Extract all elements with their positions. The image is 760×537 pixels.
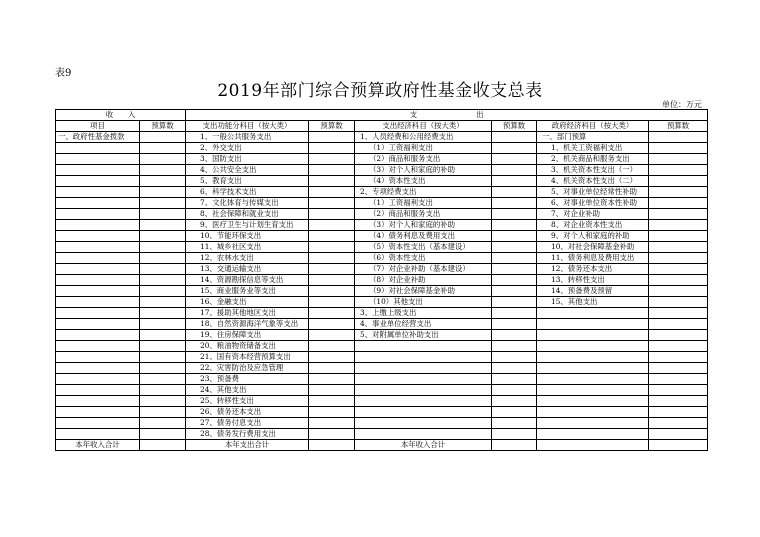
function-item-cell: 27、债务付息支出 [186,418,309,429]
gov-budget-cell [649,352,708,363]
economic-budget-cell [492,165,537,176]
gov-item-cell: 8、对企业资本性支出 [537,220,649,231]
function-item-cell: 9、医疗卫生与计划生育支出 [186,220,309,231]
gov-budget-cell [649,143,708,154]
function-item-cell: 3、国防支出 [186,154,309,165]
table-row [56,341,708,352]
income-item-cell [56,429,140,440]
economic-item-cell: （7）对企业补助（基本建设） [355,264,492,275]
economic-budget-cell [492,319,537,330]
gov-item-cell: 9、对个人和家庭的补助 [537,231,649,242]
economic-item-cell: （5）资本性支出（基本建设） [355,242,492,253]
total-gov-value [649,440,708,451]
group-expense-header: 支 出 [186,110,708,121]
table-row [56,407,708,418]
income-item-cell [56,385,140,396]
function-item-cell: 22、灾害防治及应急管理 [186,363,309,374]
income-item-cell [56,154,140,165]
col-header-budget: 预算数 [140,121,186,132]
function-item-cell: 2、外交支出 [186,143,309,154]
gov-item-cell [537,363,649,374]
total-income-label: 本年收入合计 [56,440,140,451]
gov-budget-cell [649,198,708,209]
gov-budget-cell [649,418,708,429]
economic-item-cell: （9）对社会保障基金补助 [355,286,492,297]
function-budget-cell [309,165,355,176]
col-header-function: 支出功能分科目（按大类） [186,121,309,132]
function-budget-cell [309,319,355,330]
economic-item-cell: （8）对企业补助 [355,275,492,286]
function-item-cell: 6、科学技术支出 [186,187,309,198]
function-budget-cell [309,363,355,374]
income-budget-cell [140,209,186,220]
income-budget-cell [140,264,186,275]
economic-budget-cell [492,407,537,418]
gov-item-cell: 5、对事业单位经常性补助 [537,187,649,198]
function-budget-cell [309,176,355,187]
income-budget-cell [140,143,186,154]
gov-budget-cell [649,308,708,319]
economic-budget-cell [492,429,537,440]
function-budget-cell [309,275,355,286]
gov-budget-cell [649,242,708,253]
function-budget-cell [309,220,355,231]
function-item-cell: 17、援助其他地区支出 [186,308,309,319]
gov-budget-cell [649,264,708,275]
table-row [56,220,708,231]
income-item-cell [56,352,140,363]
column-header-row [56,121,708,132]
table-row [56,242,708,253]
income-item-cell [56,198,140,209]
income-budget-cell [140,319,186,330]
income-item-cell [56,231,140,242]
economic-budget-cell [492,220,537,231]
gov-item-cell [537,407,649,418]
function-item-cell: 4、公共安全支出 [186,165,309,176]
economic-budget-cell [492,363,537,374]
economic-item-cell [355,385,492,396]
col-header-budget: 预算数 [649,121,708,132]
economic-budget-cell [492,286,537,297]
economic-item-cell: （1）工资福利支出 [355,143,492,154]
table-row [56,352,708,363]
income-item-cell [56,220,140,231]
function-budget-cell [309,352,355,363]
economic-budget-cell [492,341,537,352]
function-item-cell: 20、粮油物资储备支出 [186,341,309,352]
gov-item-cell [537,352,649,363]
income-budget-cell [140,231,186,242]
income-item-cell [56,297,140,308]
economic-item-cell [355,407,492,418]
income-item-cell [56,418,140,429]
economic-budget-cell [492,231,537,242]
table-row [56,132,708,143]
table-row [56,143,708,154]
economic-item-cell [355,396,492,407]
gov-budget-cell [649,132,708,143]
function-budget-cell [309,374,355,385]
total-economic-label: 本年收入合计 [355,440,492,451]
gov-item-cell: 13、转移性支出 [537,275,649,286]
income-budget-cell [140,429,186,440]
total-function-label: 本年支出合计 [186,440,309,451]
col-header-budget: 预算数 [492,121,537,132]
economic-item-cell: （3）对个人和家庭的补助 [355,220,492,231]
income-item-cell [56,396,140,407]
economic-item-cell: （4）资本性支出 [355,176,492,187]
gov-budget-cell [649,396,708,407]
income-budget-cell [140,341,186,352]
income-item-cell [56,176,140,187]
table-row [56,275,708,286]
income-budget-cell [140,242,186,253]
function-item-cell: 23、预备费 [186,374,309,385]
gov-budget-cell [649,341,708,352]
income-budget-cell [140,385,186,396]
income-budget-cell [140,330,186,341]
gov-item-cell [537,330,649,341]
function-budget-cell [309,286,355,297]
income-item-cell [56,264,140,275]
function-budget-cell [309,308,355,319]
col-header-economic: 支出经济科目（按大类） [355,121,492,132]
table-row [56,209,708,220]
income-budget-cell [140,132,186,143]
table-row [56,264,708,275]
gov-budget-cell [649,330,708,341]
gov-budget-cell [649,165,708,176]
economic-budget-cell [492,176,537,187]
economic-item-cell [355,352,492,363]
gov-item-cell: 一、部门预算 [537,132,649,143]
gov-item-cell: 11、债务利息及费用支出 [537,253,649,264]
gov-budget-cell [649,154,708,165]
gov-budget-cell [649,286,708,297]
function-budget-cell [309,253,355,264]
function-item-cell: 14、资源勘探信息等支出 [186,275,309,286]
gov-item-cell [537,385,649,396]
economic-item-cell: （4）债务利息及费用支出 [355,231,492,242]
economic-budget-cell [492,418,537,429]
gov-item-cell: 2、机关商品和服务支出 [537,154,649,165]
income-budget-cell [140,374,186,385]
economic-budget-cell [492,385,537,396]
economic-budget-cell [492,154,537,165]
function-budget-cell [309,209,355,220]
economic-budget-cell [492,330,537,341]
income-budget-cell [140,363,186,374]
function-item-cell: 21、国有资本经营预算支出 [186,352,309,363]
page-title: 2019年部门综合预算政府性基金收支总表 [217,81,543,101]
income-budget-cell [140,275,186,286]
table-row [56,363,708,374]
function-budget-cell [309,143,355,154]
gov-item-cell [537,396,649,407]
income-item-cell [56,242,140,253]
table-row [56,165,708,176]
economic-item-cell [355,341,492,352]
income-budget-cell [140,187,186,198]
table-row [56,396,708,407]
income-budget-cell [140,308,186,319]
gov-item-cell: 7、对企业补助 [537,209,649,220]
function-item-cell: 25、转移性支出 [186,396,309,407]
economic-item-cell: （2）商品和服务支出 [355,154,492,165]
function-item-cell: 5、教育支出 [186,176,309,187]
function-budget-cell [309,187,355,198]
gov-item-cell: 14、预备费及预留 [537,286,649,297]
function-item-cell: 13、交通运输支出 [186,264,309,275]
function-item-cell: 26、债务还本支出 [186,407,309,418]
function-item-cell: 11、城乡社区支出 [186,242,309,253]
economic-budget-cell [492,396,537,407]
gov-budget-cell [649,297,708,308]
table-row [56,297,708,308]
function-budget-cell [309,154,355,165]
gov-budget-cell [649,429,708,440]
gov-item-cell [537,429,649,440]
total-income-value [140,440,186,451]
income-budget-cell [140,286,186,297]
income-item-cell [56,187,140,198]
income-budget-cell [140,253,186,264]
function-item-cell: 15、商业服务业等支出 [186,286,309,297]
function-item-cell: 28、债务发行费用支出 [186,429,309,440]
table-row [56,374,708,385]
income-budget-cell [140,154,186,165]
function-item-cell: 19、住房保障支出 [186,330,309,341]
income-budget-cell [140,418,186,429]
table-row [56,418,708,429]
col-header-budget: 预算数 [309,121,355,132]
gov-item-cell: 1、机关工资福利支出 [537,143,649,154]
total-gov-label [537,440,649,451]
gov-budget-cell [649,374,708,385]
income-item-cell [56,319,140,330]
gov-item-cell [537,308,649,319]
function-budget-cell [309,396,355,407]
income-budget-cell [140,165,186,176]
group-header-row [56,110,708,121]
gov-budget-cell [649,209,708,220]
economic-item-cell [355,363,492,374]
income-budget-cell [140,352,186,363]
economic-budget-cell [492,264,537,275]
function-item-cell: 1、一般公共服务支出 [186,132,309,143]
gov-item-cell: 4、机关资本性支出（二） [537,176,649,187]
economic-budget-cell [492,143,537,154]
economic-item-cell: 2、专项经费支出 [355,187,492,198]
economic-budget-cell [492,187,537,198]
income-item-cell [56,330,140,341]
income-item-cell [56,253,140,264]
gov-budget-cell [649,385,708,396]
economic-item-cell: 4、事业单位经营支出 [355,319,492,330]
economic-budget-cell [492,132,537,143]
income-item-cell [56,165,140,176]
function-budget-cell [309,242,355,253]
gov-budget-cell [649,253,708,264]
economic-item-cell: （1）工资福利支出 [355,198,492,209]
function-item-cell: 18、自然资源海洋气象等支出 [186,319,309,330]
table-row [56,319,708,330]
function-item-cell: 24、其他支出 [186,385,309,396]
table-row [56,286,708,297]
economic-budget-cell [492,242,537,253]
gov-budget-cell [649,176,708,187]
income-item-cell [56,275,140,286]
table-row [56,308,708,319]
gov-budget-cell [649,407,708,418]
gov-item-cell [537,341,649,352]
function-item-cell: 8、社会保障和就业支出 [186,209,309,220]
economic-budget-cell [492,198,537,209]
gov-item-cell: 12、债务还本支出 [537,264,649,275]
gov-budget-cell [649,275,708,286]
gov-budget-cell [649,187,708,198]
function-budget-cell [309,385,355,396]
gov-item-cell: 10、对社会保障基金补助 [537,242,649,253]
table-row [56,154,708,165]
income-item-cell [56,407,140,418]
function-budget-cell [309,198,355,209]
income-item-cell [56,341,140,352]
economic-item-cell: （3）对个人和家庭的补助 [355,165,492,176]
income-item-cell [56,143,140,154]
gov-budget-cell [649,220,708,231]
table-row [56,176,708,187]
function-budget-cell [309,418,355,429]
table-row [56,385,708,396]
function-budget-cell [309,132,355,143]
income-budget-cell [140,176,186,187]
income-budget-cell [140,297,186,308]
economic-budget-cell [492,297,537,308]
function-item-cell: 12、农林水支出 [186,253,309,264]
income-item-cell [56,363,140,374]
economic-budget-cell [492,308,537,319]
function-item-cell: 16、金融支出 [186,297,309,308]
income-item-cell: 一、政府性基金拨款 [56,132,140,143]
income-item-cell [56,209,140,220]
gov-item-cell [537,374,649,385]
income-budget-cell [140,198,186,209]
economic-item-cell: （6）资本性支出 [355,253,492,264]
economic-budget-cell [492,209,537,220]
total-row [56,440,708,451]
budget-table [55,109,708,451]
economic-item-cell [355,429,492,440]
unit-label: 单位：万元 [662,100,702,109]
table-row [56,231,708,242]
gov-budget-cell [649,231,708,242]
income-item-cell [56,286,140,297]
gov-item-cell: 3、机关资本性支出（一） [537,165,649,176]
economic-item-cell: 3、上缴上级支出 [355,308,492,319]
col-header-gov: 政府经济科目（按大类） [537,121,649,132]
group-income-header: 收 入 [56,110,186,121]
gov-item-cell: 6、对事业单位资本性补助 [537,198,649,209]
gov-item-cell [537,319,649,330]
income-budget-cell [140,396,186,407]
col-header-item: 项目 [56,121,140,132]
gov-item-cell [537,418,649,429]
function-item-cell: 7、文化体育与传媒支出 [186,198,309,209]
economic-item-cell: （10）其他支出 [355,297,492,308]
table-row [56,187,708,198]
table-row [56,330,708,341]
economic-budget-cell [492,352,537,363]
function-budget-cell [309,231,355,242]
income-item-cell [56,374,140,385]
function-budget-cell [309,407,355,418]
economic-budget-cell [492,275,537,286]
total-function-value [309,440,355,451]
economic-item-cell: （2）商品和服务支出 [355,209,492,220]
function-budget-cell [309,264,355,275]
gov-item-cell: 15、其他支出 [537,297,649,308]
table-row [56,429,708,440]
function-budget-cell [309,429,355,440]
function-budget-cell [309,341,355,352]
economic-budget-cell [492,374,537,385]
gov-budget-cell [649,363,708,374]
income-budget-cell [140,220,186,231]
income-item-cell [56,308,140,319]
function-item-cell: 10、节能环保支出 [186,231,309,242]
economic-item-cell [355,374,492,385]
table-row [56,198,708,209]
economic-budget-cell [492,253,537,264]
economic-item-cell: 1、人员经费和公用经费支出 [355,132,492,143]
economic-item-cell: 5、对附属单位补助支出 [355,330,492,341]
table-number: 表9 [55,68,72,79]
total-economic-value [492,440,537,451]
gov-budget-cell [649,319,708,330]
income-budget-cell [140,407,186,418]
economic-item-cell [355,418,492,429]
table-row [56,253,708,264]
function-budget-cell [309,330,355,341]
function-budget-cell [309,297,355,308]
